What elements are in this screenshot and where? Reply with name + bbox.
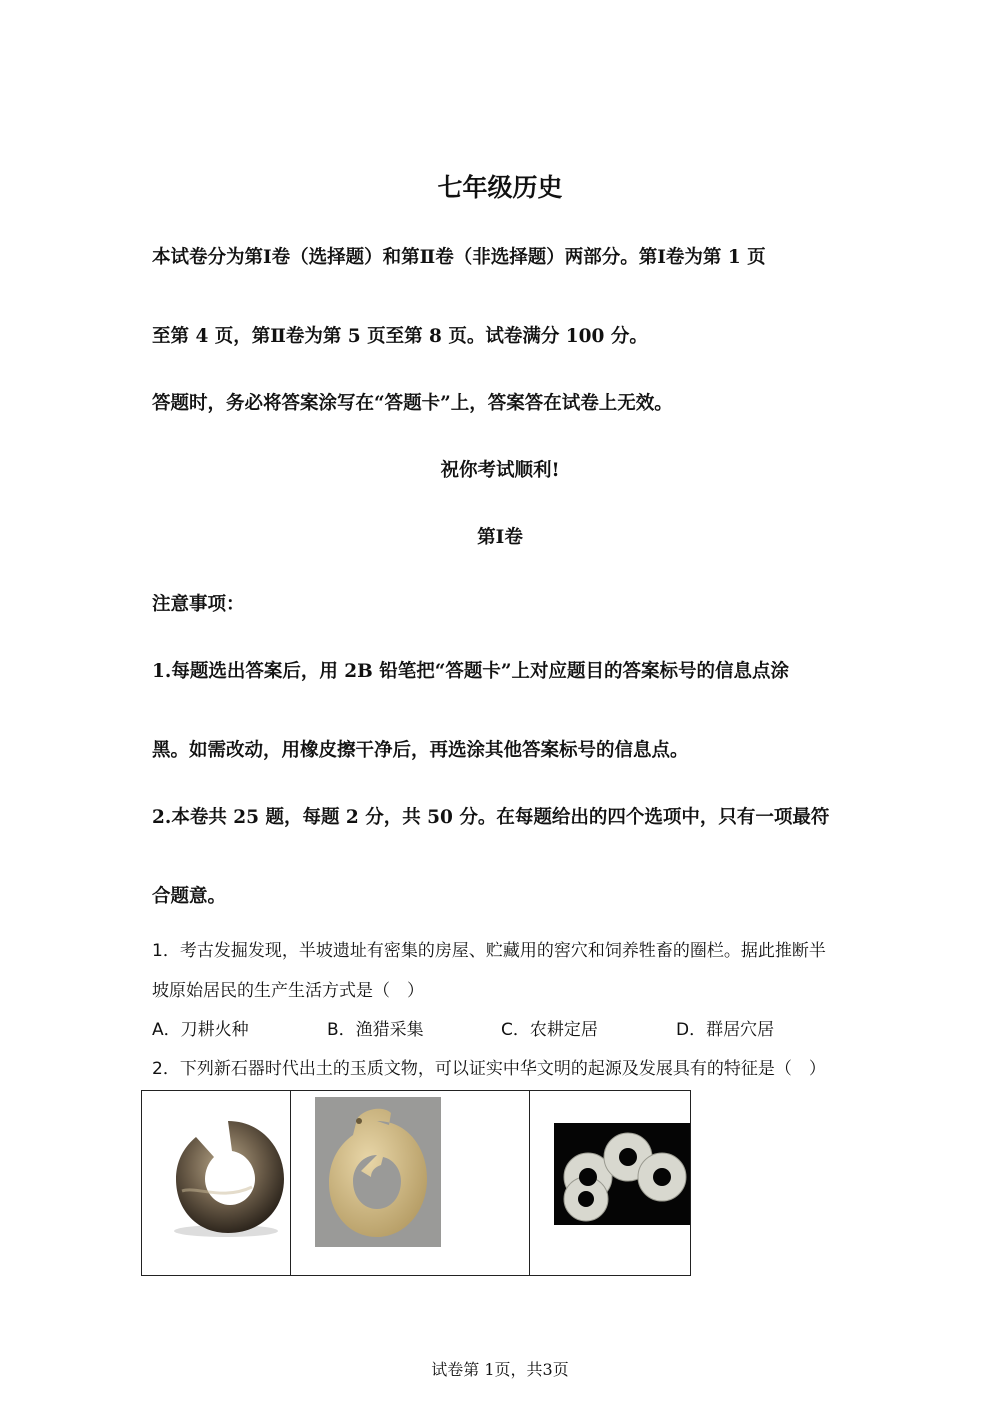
- page-footer: 试卷第 1页，共3页: [431, 1360, 569, 1379]
- note-1-line-1: 1.每题选出答案后，用 2B 铅笔把“答题卡”上对应题目的答案标号的信息点涂: [152, 661, 789, 682]
- question-1-option-c[interactable]: C．农耕定居: [501, 1020, 598, 1040]
- note-2-line-1: 2.本卷共 25 题，每题 2 分，共 50 分。在每题给出的四个选项中，只有一项最符: [152, 807, 830, 828]
- section-title: 第Ⅰ卷: [477, 527, 523, 548]
- image-cell-2: [291, 1091, 530, 1276]
- question-1-option-d[interactable]: D．群居穴居: [676, 1020, 775, 1040]
- jade-ring-dark-icon: [142, 1091, 290, 1271]
- question-1-stem-line-2: 坡原始居民的生产生活方式是（ ）: [152, 981, 424, 1001]
- question-2-stem: 2．下列新石器时代出土的玉质文物，可以证实中华文明的起源及发展具有的特征是（ ）: [152, 1059, 826, 1079]
- notes-heading: 注意事项：: [152, 594, 245, 615]
- question-1-option-b[interactable]: B．渔猎采集: [327, 1020, 424, 1040]
- note-2-line-2: 合题意。: [152, 886, 227, 907]
- jade-rings-group-icon: [530, 1091, 690, 1271]
- image-cell-3: [530, 1091, 691, 1276]
- wish-text: 祝你考试顺利!: [440, 460, 560, 481]
- page-title: 七年级历史: [437, 173, 563, 202]
- question-1-option-a[interactable]: A．刀耕火种: [152, 1020, 249, 1040]
- image-cell-1: [142, 1091, 291, 1276]
- intro-line-2: 至第 4 页，第Ⅱ卷为第 5 页至第 8 页。试卷满分 100 分。: [152, 326, 648, 347]
- question-2-image-table: [141, 1090, 691, 1276]
- note-1-line-2: 黑。如需改动，用橡皮擦干净后，再选涂其他答案标号的信息点。: [152, 740, 689, 761]
- intro-line-1: 本试卷分为第Ⅰ卷（选择题）和第Ⅱ卷（非选择题）两部分。第Ⅰ卷为第 1 页: [152, 247, 766, 268]
- intro-line-3: 答题时，务必将答案涂写在“答题卡”上，答案答在试卷上无效。: [152, 393, 673, 414]
- jade-dragon-icon: [291, 1091, 529, 1271]
- question-1-stem-line-1: 1．考古发掘发现，半坡遗址有密集的房屋、贮藏用的窖穴和饲养牲畜的圈栏。据此推断半: [152, 941, 826, 961]
